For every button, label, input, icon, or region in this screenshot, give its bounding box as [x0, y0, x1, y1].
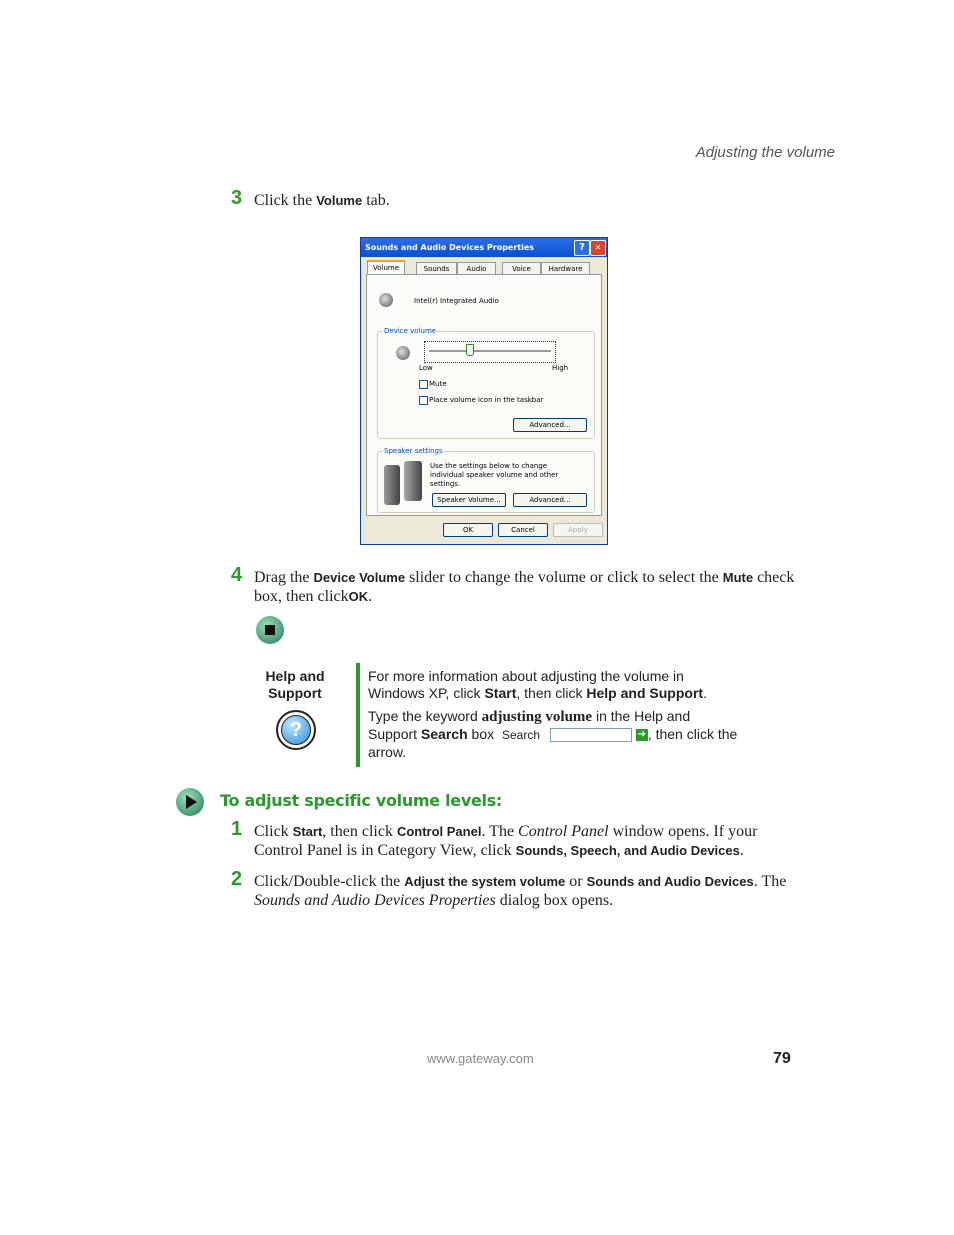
help-p1-a: For more information about adjusting the volume in Windows XP, click	[368, 668, 684, 701]
step-3-number: 3	[231, 187, 243, 209]
proc-s1-control-panel: Control Panel	[396, 824, 482, 839]
step-4-ui-ok: OK	[348, 589, 369, 604]
low-label: Low	[419, 364, 433, 372]
device-volume-label: Device volume	[384, 327, 437, 335]
speaker-icon	[379, 293, 393, 307]
help-p2-keyword: adjusting volume	[481, 709, 593, 725]
advanced-button[interactable]: Advanced...	[513, 418, 587, 432]
step-3-ui-volume: Volume	[316, 193, 363, 208]
proc-s1-sounds-speech: Sounds, Speech, and Audio Devices	[515, 843, 740, 858]
step-3-post: tab.	[366, 192, 390, 209]
volume-tab-panel	[366, 274, 602, 516]
volume-slider[interactable]	[424, 341, 556, 363]
proc-s1-start: Start	[292, 824, 323, 839]
help-p1-start: Start	[484, 685, 517, 701]
help-icon-large: ?	[276, 710, 316, 750]
step-3-pre: Click the	[254, 192, 313, 209]
help-p1-e: .	[703, 685, 707, 701]
device-volume-group	[377, 327, 595, 439]
tab-sounds[interactable]: Sounds	[416, 262, 457, 275]
ok-button[interactable]: OK	[443, 523, 493, 537]
help-p1-help-support: Help and Support	[586, 685, 704, 701]
cancel-button[interactable]: Cancel	[498, 523, 548, 537]
device-name: Intel(r) Integrated Audio	[414, 297, 499, 305]
step-4-t3: check box, then click	[254, 569, 795, 605]
step-4-t4: .	[368, 588, 373, 605]
close-icon[interactable]: ✕	[590, 240, 606, 256]
speaker-settings-text: Use the settings below to change individual speaker volume and other settings.	[430, 462, 559, 488]
page-number: 79	[773, 1050, 791, 1067]
speaker-settings-group	[377, 447, 595, 513]
help-p2-search: Search	[420, 726, 468, 742]
speaker-settings-label: Speaker settings	[384, 447, 443, 455]
step-4-text	[254, 568, 799, 606]
proc-s1-a: Click	[254, 823, 289, 840]
speakers-icon	[384, 461, 424, 507]
slider-track	[429, 350, 551, 352]
step-4-number: 4	[231, 564, 243, 586]
dialog-title-bar	[361, 238, 607, 257]
proc-step-1-text	[254, 822, 799, 860]
help-paragraph-2	[368, 708, 738, 761]
search-input[interactable]	[550, 728, 632, 742]
proc-s1-i: .	[739, 842, 744, 859]
step-4-t1: Drag the	[254, 569, 310, 586]
proc-s1-control-panel-italic: Control Panel	[518, 823, 609, 840]
search-box-label: Search	[502, 728, 541, 742]
proc-step-1-number: 1	[231, 818, 243, 840]
help-p2-b: in the Help and Support	[368, 708, 691, 742]
stop-icon	[256, 616, 284, 644]
step-4-ui-device-volume: Device Volume	[313, 570, 406, 585]
help-p2-e: , then click the arrow.	[368, 726, 738, 760]
apply-button[interactable]: Apply	[553, 523, 603, 537]
proc-s2-adjust: Adjust the system volume	[404, 874, 566, 889]
running-title: Adjusting the volume	[695, 144, 835, 161]
footer-url: www.gateway.com	[427, 1051, 534, 1066]
help-p2-a: Type the keyword	[368, 708, 478, 724]
device-speaker-icon	[396, 346, 410, 360]
help-divider	[356, 663, 360, 767]
proc-step-2-number: 2	[231, 868, 243, 890]
proc-s2-e: . The	[753, 873, 787, 890]
high-label: High	[552, 364, 569, 372]
proc-s1-c: , then click	[322, 823, 393, 840]
proc-step-2-text	[254, 872, 799, 910]
tab-volume[interactable]: Volume	[367, 260, 405, 277]
proc-s2-c: or	[569, 873, 583, 890]
help-icon[interactable]: ?	[574, 240, 590, 256]
proc-s2-sounds-audio: Sounds and Audio Devices	[586, 874, 754, 889]
proc-s1-e: . The	[481, 823, 515, 840]
speaker-volume-button[interactable]: Speaker Volume...	[432, 493, 506, 507]
proc-s2-dialog-italic: Sounds and Audio Devices Properties	[254, 892, 496, 909]
step-4-t2: slider to change the volume or click to select the	[409, 569, 719, 586]
tab-voice[interactable]: Voice	[502, 262, 541, 275]
advanced-speaker-button[interactable]: Advanced...	[513, 493, 587, 507]
help-paragraph-1	[368, 668, 728, 702]
proc-s2-g: dialog box opens.	[499, 892, 614, 909]
step-3-text	[254, 191, 390, 210]
dialog-title: Sounds and Audio Devices Properties	[365, 243, 535, 252]
step-4-ui-mute: Mute	[722, 570, 754, 585]
help-p2-d: box	[471, 726, 495, 742]
sound-properties-dialog	[360, 237, 608, 545]
proc-s2-a: Click/Double-click the	[254, 873, 401, 890]
help-p1-c: , then click	[516, 685, 583, 701]
taskbar-checkbox[interactable]	[419, 396, 428, 405]
procedure-heading: To adjust specific volume levels:	[220, 791, 503, 810]
search-arrow-icon[interactable]: ➔	[637, 729, 646, 741]
slider-thumb[interactable]	[466, 344, 474, 356]
proc-s1-g: window opens. If your Control Panel is in Category View, click	[254, 823, 758, 859]
help-support-label: Help and Support	[265, 668, 325, 701]
taskbar-label: Place volume icon in the taskbar	[429, 396, 544, 404]
mute-checkbox[interactable]	[419, 380, 428, 389]
procedure-arrow-icon	[176, 788, 204, 816]
tab-hardware[interactable]: Hardware	[541, 262, 590, 275]
mute-label: Mute	[429, 380, 447, 388]
tab-audio[interactable]: Audio	[457, 262, 496, 275]
